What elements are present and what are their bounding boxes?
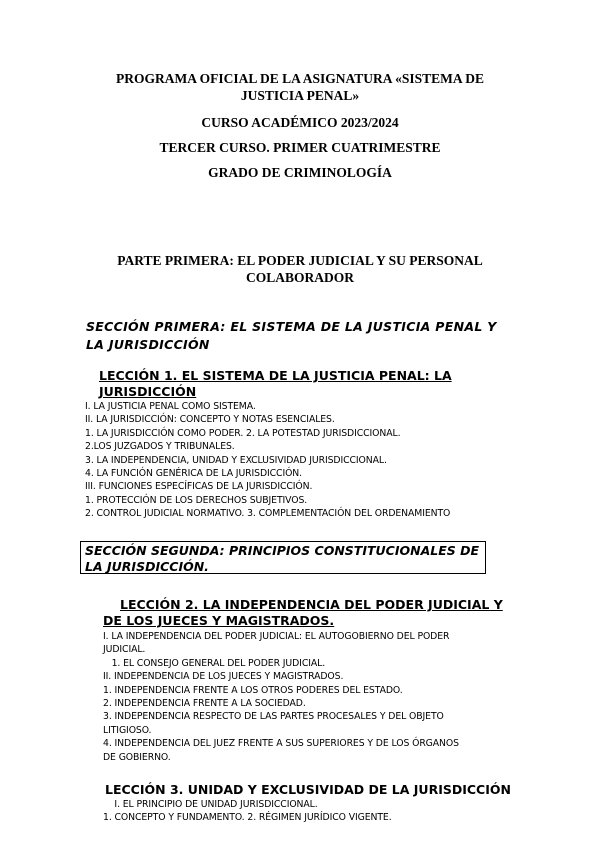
list-item: 3. INDEPENDENCIA RESPECTO DE LAS PARTES PROCESALES Y DEL OBJETO [103,711,444,723]
lesson-3-title: LECCIÓN 3. UNIDAD Y EXCLUSIVIDAD DE LA JURISDICCIÓN [105,782,511,797]
list-item: I. LA JUSTICIA PENAL COMO SISTEMA. [85,401,256,412]
list-item: 2.LOS JUZGADOS Y TRIBUNALES. [85,441,235,453]
list-item: 3. LA INDEPENDENCIA, UNIDAD Y EXCLUSIVIDAD JURISDICCIONAL. [85,454,387,466]
list-item: JUDICIAL. [103,644,146,656]
course-year: CURSO ACADÉMICO 2023/2024 [201,115,399,130]
list-item: 2. INDEPENDENCIA FRENTE A LA SOCIEDAD. [103,698,306,710]
list-item: 4. LA FUNCIÓN GENÉRICA DE LA JURISDICCIÓN. [85,468,303,480]
list-item: 1. CONCEPTO Y FUNDAMENTO. 2. RÉGIMEN JURÍDICO VIGENTE. [103,812,392,824]
list-item: II. LA JURISDICCIÓN: CONCEPTO Y NOTAS ESENCIALES. [85,414,335,426]
lesson-2-title: LECCIÓN 2. LA INDEPENDENCIA DEL PODER JUDICIAL Y DE LOS JUECES Y MAGISTRADOS. [103,597,503,628]
list-item: DE GOBIERNO. [103,751,171,763]
list-item: 1. INDEPENDENCIA FRENTE A LOS OTROS PODERES DEL ESTADO. [103,684,403,696]
degree: GRADO DE CRIMINOLOGÍA [208,165,392,180]
list-item: II. INDEPENDENCIA DE LOS JUECES Y MAGISTRADOS. [103,671,344,683]
program-title: PROGRAMA OFICIAL DE LA ASIGNATURA «SISTEMA DE JUSTICIA PENAL» [115,71,485,103]
list-item: I. LA INDEPENDENCIA DEL PODER JUDICIAL: EL AUTOGOBIERNO DEL PODER [103,631,450,642]
lesson-1-items [85,400,450,521]
semester: TERCER CURSO. PRIMER CUATRIMESTRE [159,140,441,155]
list-item: LITIGIOSO. [103,724,152,736]
list-item: 1. EL CONSEJO GENERAL DEL PODER JUDICIAL. [103,657,326,669]
list-item: 2. CONTROL JUDICIAL NORMATIVO. 3. COMPLEMENTACIÓN DEL ORDENAMIENTO [85,508,451,520]
list-item: 1. LA JURISDICCIÓN COMO PODER. 2. LA POTESTAD JURISDICCIONAL. [85,427,401,439]
list-item: I. EL PRINCIPIO DE UNIDAD JURISDICCIONAL. [103,799,318,810]
lesson-1-title: LECCIÓN 1. EL SISTEMA DE LA JUSTICIA PENAL: LA JURISDICCIÓN [99,368,452,399]
list-item: III. FUNCIONES ESPECÍFICAS DE LA JURISDICCIÓN. [85,481,313,493]
section-2-title: SECCIÓN SEGUNDA: PRINCIPIOS CONSTITUCIONALES DE LA JURISDICCIÓN. [80,541,486,574]
list-item: 1. PROTECCIÓN DE LOS DERECHOS SUBJETIVOS. [85,494,308,506]
section-1-title: SECCIÓN PRIMERA: EL SISTEMA DE LA JUSTICIA PENAL Y LA JURISDICCIÓN [86,319,497,352]
lesson-2-items [103,630,459,764]
list-item: 4. INDEPENDENCIA DEL JUEZ FRENTE A SUS SUPERIORES Y DE LOS ÓRGANOS [103,738,459,750]
part-title: PARTE PRIMERA: EL PODER JUDICIAL Y SU PERSONAL COLABORADOR [117,253,483,285]
lesson-3-items [103,798,392,825]
